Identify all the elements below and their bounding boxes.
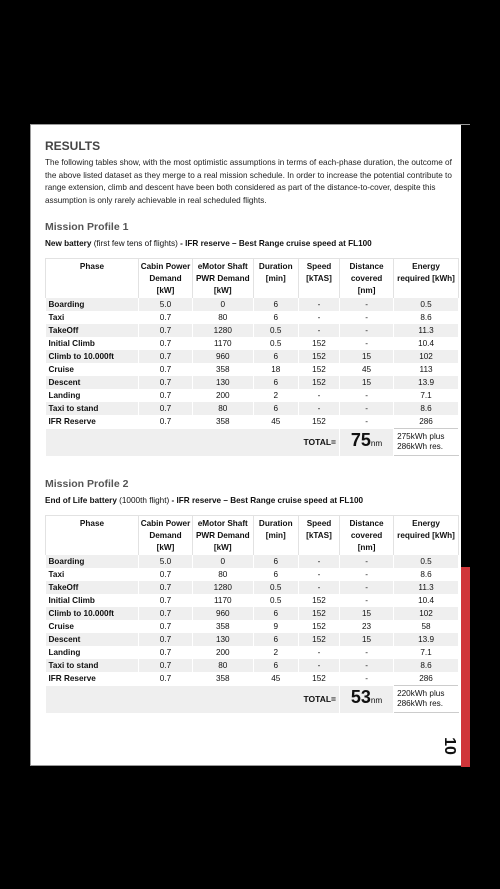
value-cell: 6 <box>253 555 298 568</box>
total-note-line2: 286kWh res. <box>397 442 444 451</box>
value-cell: 6 <box>253 311 298 324</box>
phase-cell: IFR Reserve <box>46 672 139 686</box>
total-distance-value: 53 <box>350 687 371 707</box>
value-cell: 152 <box>298 415 339 429</box>
value-cell: 23 <box>340 620 394 633</box>
table-row <box>46 555 459 568</box>
value-cell: 358 <box>193 620 254 633</box>
value-cell: 0.7 <box>138 633 192 646</box>
value-cell: 13.9 <box>394 376 459 389</box>
value-cell: - <box>298 659 339 672</box>
value-cell: 8.6 <box>394 659 459 672</box>
column-header: Duration [min] <box>253 259 298 299</box>
column-header: Energy required [kWh] <box>394 516 459 556</box>
phase-cell: Taxi to stand <box>46 402 139 415</box>
table-row <box>46 607 459 620</box>
table-row <box>46 672 459 686</box>
table-header-row <box>46 259 459 299</box>
value-cell: 0.7 <box>138 337 192 350</box>
value-cell: 0.7 <box>138 311 192 324</box>
value-cell: - <box>298 581 339 594</box>
value-cell: - <box>340 298 394 311</box>
phase-cell: Descent <box>46 633 139 646</box>
page-edge-bar <box>461 125 470 567</box>
value-cell: 0.7 <box>138 363 192 376</box>
value-cell: 8.6 <box>394 568 459 581</box>
column-header: eMotor Shaft PWR Demand [kW] <box>193 259 254 299</box>
total-distance-unit: nm <box>370 439 383 448</box>
value-cell: 286 <box>394 672 459 686</box>
value-cell: - <box>340 415 394 429</box>
value-cell: 0.7 <box>138 402 192 415</box>
phase-cell: IFR Reserve <box>46 415 139 429</box>
value-cell: 152 <box>298 620 339 633</box>
value-cell: 7.1 <box>394 389 459 402</box>
value-cell: 80 <box>193 311 254 324</box>
total-label: TOTAL= <box>46 429 340 456</box>
phase-cell: Boarding <box>46 298 139 311</box>
total-energy-note <box>394 686 459 713</box>
value-cell: 152 <box>298 672 339 686</box>
value-cell: 130 <box>193 633 254 646</box>
table-row <box>46 350 459 363</box>
document-page <box>30 124 470 766</box>
value-cell: 80 <box>193 568 254 581</box>
table-row <box>46 581 459 594</box>
phase-cell: Climb to 10.000ft <box>46 350 139 363</box>
profile1-sub-b: (first few tens of flights) <box>91 239 178 248</box>
value-cell: 6 <box>253 376 298 389</box>
profile1-sub-a: New battery <box>45 239 92 248</box>
value-cell: 6 <box>253 607 298 620</box>
value-cell: 0.7 <box>138 607 192 620</box>
value-cell: 2 <box>253 646 298 659</box>
table-row <box>46 659 459 672</box>
column-header: Cabin Power Demand [kW] <box>138 516 192 556</box>
column-header: Energy required [kWh] <box>394 259 459 299</box>
total-distance <box>340 429 394 456</box>
value-cell: 286 <box>394 415 459 429</box>
table-row <box>46 594 459 607</box>
value-cell: 80 <box>193 659 254 672</box>
mission-profile-2-table <box>45 515 459 713</box>
page-accent-bar <box>461 567 470 767</box>
phase-cell: Initial Climb <box>46 337 139 350</box>
value-cell: 358 <box>193 415 254 429</box>
mission-profile-1-table <box>45 258 459 456</box>
table-row <box>46 389 459 402</box>
value-cell: 6 <box>253 350 298 363</box>
phase-cell: Initial Climb <box>46 594 139 607</box>
phase-cell: Landing <box>46 646 139 659</box>
value-cell: 7.1 <box>394 646 459 659</box>
value-cell: 0.7 <box>138 568 192 581</box>
value-cell: 15 <box>340 633 394 646</box>
column-header: Distance covered [nm] <box>340 516 394 556</box>
value-cell: 130 <box>193 376 254 389</box>
total-energy-note <box>394 429 459 456</box>
value-cell: 152 <box>298 350 339 363</box>
value-cell: - <box>340 311 394 324</box>
profile2-sub-a: End of Life battery <box>45 496 117 505</box>
value-cell: 0.5 <box>253 337 298 350</box>
total-distance-value: 75 <box>350 430 371 450</box>
value-cell: 5.0 <box>138 555 192 568</box>
phase-cell: TakeOff <box>46 324 139 337</box>
value-cell: 5.0 <box>138 298 192 311</box>
value-cell: - <box>298 646 339 659</box>
value-cell: 0 <box>193 555 254 568</box>
value-cell: 0.7 <box>138 581 192 594</box>
value-cell: - <box>340 646 394 659</box>
section-heading: RESULTS <box>45 139 101 153</box>
value-cell: 8.6 <box>394 402 459 415</box>
total-distance-unit: nm <box>370 696 383 705</box>
phase-cell: Taxi <box>46 311 139 324</box>
value-cell: 358 <box>193 363 254 376</box>
value-cell: 200 <box>193 389 254 402</box>
value-cell: 6 <box>253 402 298 415</box>
value-cell: 45 <box>253 415 298 429</box>
value-cell: 0.7 <box>138 672 192 686</box>
table-row <box>46 298 459 311</box>
value-cell: 0 <box>193 298 254 311</box>
value-cell: 8.6 <box>394 311 459 324</box>
value-cell: 45 <box>253 672 298 686</box>
value-cell: - <box>340 389 394 402</box>
value-cell: 0.7 <box>138 350 192 363</box>
value-cell: 13.9 <box>394 633 459 646</box>
phase-cell: Cruise <box>46 363 139 376</box>
column-header: eMotor Shaft PWR Demand [kW] <box>193 516 254 556</box>
value-cell: - <box>340 659 394 672</box>
table-row <box>46 363 459 376</box>
column-header: Speed [kTAS] <box>298 259 339 299</box>
value-cell: 152 <box>298 337 339 350</box>
value-cell: 960 <box>193 350 254 363</box>
value-cell: 102 <box>394 350 459 363</box>
value-cell: 0.7 <box>138 415 192 429</box>
value-cell: 960 <box>193 607 254 620</box>
table-row <box>46 568 459 581</box>
value-cell: 15 <box>340 376 394 389</box>
value-cell: - <box>340 337 394 350</box>
total-note-line2: 286kWh res. <box>397 699 444 708</box>
phase-cell: TakeOff <box>46 581 139 594</box>
value-cell: 1280 <box>193 581 254 594</box>
table-row <box>46 402 459 415</box>
value-cell: - <box>340 594 394 607</box>
value-cell: - <box>298 402 339 415</box>
table-row <box>46 620 459 633</box>
value-cell: 152 <box>298 607 339 620</box>
value-cell: - <box>298 298 339 311</box>
value-cell: 15 <box>340 607 394 620</box>
value-cell: 6 <box>253 298 298 311</box>
table-row <box>46 646 459 659</box>
phase-cell: Climb to 10.000ft <box>46 607 139 620</box>
phase-cell: Cruise <box>46 620 139 633</box>
value-cell: 2 <box>253 389 298 402</box>
column-header: Cabin Power Demand [kW] <box>138 259 192 299</box>
value-cell: 0.7 <box>138 594 192 607</box>
column-header: Duration [min] <box>253 516 298 556</box>
value-cell: 80 <box>193 402 254 415</box>
value-cell: 152 <box>298 633 339 646</box>
value-cell: 102 <box>394 607 459 620</box>
value-cell: 1170 <box>193 594 254 607</box>
value-cell: 9 <box>253 620 298 633</box>
total-note-line1: 275kWh plus <box>397 431 445 441</box>
value-cell: 200 <box>193 646 254 659</box>
value-cell: - <box>340 324 394 337</box>
value-cell: 1170 <box>193 337 254 350</box>
intro-paragraph: The following tables show, with the most optimistic assumptions in terms of each-phase duration, the outcome of the above listed dataset as they merge to a real mission schedule. In order to increase the potential contribute to range extension, climb and descent have been both considered as part of the distance-to-cover, despite this assumption is only rarely achievable in real scheduled flights. <box>45 158 452 205</box>
phase-cell: Taxi <box>46 568 139 581</box>
column-header: Phase <box>46 259 139 299</box>
value-cell: 152 <box>298 594 339 607</box>
profile2-title: Mission Profile 2 <box>45 478 129 490</box>
value-cell: 10.4 <box>394 594 459 607</box>
value-cell: 0.7 <box>138 324 192 337</box>
value-cell: 6 <box>253 633 298 646</box>
value-cell: 6 <box>253 568 298 581</box>
value-cell: 0.7 <box>138 620 192 633</box>
column-header: Distance covered [nm] <box>340 259 394 299</box>
value-cell: 0.7 <box>138 389 192 402</box>
value-cell: 152 <box>298 376 339 389</box>
value-cell: 358 <box>193 672 254 686</box>
value-cell: - <box>298 311 339 324</box>
profile2-sub-c: - IFR reserve – Best Range cruise speed at FL100 <box>169 496 364 505</box>
value-cell: 58 <box>394 620 459 633</box>
total-row <box>46 429 459 456</box>
value-cell: - <box>340 581 394 594</box>
total-note-line1: 220kWh plus <box>397 688 445 698</box>
value-cell: 0.5 <box>253 324 298 337</box>
table-header-row <box>46 516 459 556</box>
table-row <box>46 324 459 337</box>
value-cell: 45 <box>340 363 394 376</box>
value-cell: 0.5 <box>394 555 459 568</box>
value-cell: - <box>340 672 394 686</box>
value-cell: 0.7 <box>138 659 192 672</box>
total-row <box>46 686 459 713</box>
phase-cell: Boarding <box>46 555 139 568</box>
value-cell: 113 <box>394 363 459 376</box>
column-header: Phase <box>46 516 139 556</box>
profile1-sub-c: - IFR reserve – Best Range cruise speed at FL100 <box>177 239 372 248</box>
value-cell: 11.3 <box>394 324 459 337</box>
value-cell: - <box>298 568 339 581</box>
profile1-subtitle <box>45 239 372 248</box>
value-cell: 1280 <box>193 324 254 337</box>
value-cell: 0.5 <box>253 581 298 594</box>
value-cell: - <box>340 555 394 568</box>
value-cell: 152 <box>298 363 339 376</box>
value-cell: 18 <box>253 363 298 376</box>
total-label: TOTAL= <box>46 686 340 713</box>
total-distance <box>340 686 394 713</box>
table-row <box>46 376 459 389</box>
value-cell: - <box>298 555 339 568</box>
phase-cell: Taxi to stand <box>46 659 139 672</box>
profile1-title: Mission Profile 1 <box>45 221 129 233</box>
value-cell: - <box>340 402 394 415</box>
value-cell: - <box>298 324 339 337</box>
value-cell: 0.7 <box>138 376 192 389</box>
table-row <box>46 633 459 646</box>
table-row <box>46 311 459 324</box>
value-cell: - <box>340 568 394 581</box>
value-cell: 15 <box>340 350 394 363</box>
profile2-subtitle <box>45 496 363 505</box>
phase-cell: Descent <box>46 376 139 389</box>
table-row <box>46 415 459 429</box>
profile2-sub-b: (1000th flight) <box>116 496 170 505</box>
table-row <box>46 337 459 350</box>
value-cell: 0.7 <box>138 646 192 659</box>
value-cell: - <box>298 389 339 402</box>
column-header: Speed [kTAS] <box>298 516 339 556</box>
value-cell: 11.3 <box>394 581 459 594</box>
value-cell: 6 <box>253 659 298 672</box>
page-number: 10 <box>441 737 458 755</box>
value-cell: 10.4 <box>394 337 459 350</box>
value-cell: 0.5 <box>394 298 459 311</box>
value-cell: 0.5 <box>253 594 298 607</box>
phase-cell: Landing <box>46 389 139 402</box>
